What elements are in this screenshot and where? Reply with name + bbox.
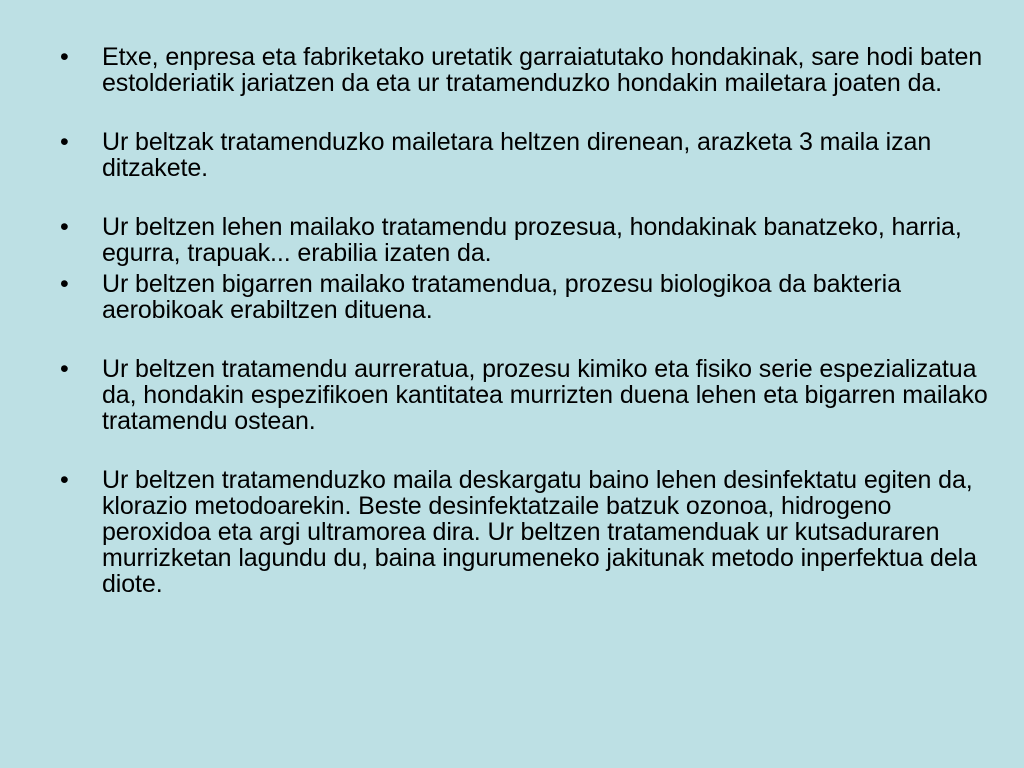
bullet-item-1 [60, 44, 990, 96]
bullet-icon: • [60, 270, 69, 298]
bullet-text: Etxe, enpresa eta fabriketako uretatik garraiatutako hondakinak, sare hodi baten estolderiatik jariatzen da eta ur tratamenduzko hondakin mailetara joaten da. [102, 43, 983, 97]
bullet-list [60, 44, 990, 597]
bullet-text: Ur beltzen tratamendu aurreratua, prozesu kimiko eta fisiko serie espezializatua da, hondakin espezifikoen kantitatea murrizten duena lehen eta bigarren mailako tratamendu ostean. [102, 355, 988, 435]
bullet-icon: • [60, 128, 69, 156]
bullet-icon: • [60, 213, 69, 241]
bullet-icon: • [60, 43, 69, 71]
bullet-text: Ur beltzen tratamenduzko maila deskargatu baino lehen desinfektatu egiten da, klorazio metodoarekin. Beste desinfektatzaile batzuk ozonoa, hidrogeno peroxidoa eta argi ultramorea dira. Ur beltzen tratamenduak ur kutsaduraren murrizketan lagundu du, baina ingurumeneko jakitunak metodo inperfektua dela diote. [102, 466, 977, 598]
bullet-text: Ur beltzen lehen mailako tratamendu prozesua, hondakinak banatzeko, harria, egurra, trapuak... erabilia izaten da. [102, 213, 962, 267]
bullet-icon: • [60, 466, 69, 494]
bullet-item-4 [60, 271, 990, 323]
bullet-item-2 [60, 129, 990, 181]
bullet-item-6 [60, 467, 990, 597]
bullet-icon: • [60, 355, 69, 383]
bullet-item-5 [60, 356, 990, 434]
bullet-text: Ur beltzak tratamenduzko mailetara heltzen direnean, arazketa 3 maila izan ditzakete. [102, 128, 932, 182]
bullet-text: Ur beltzen bigarren mailako tratamendua, prozesu biologikoa da bakteria aerobikoak erabiltzen dituena. [102, 270, 901, 324]
bullet-item-3 [60, 214, 990, 266]
